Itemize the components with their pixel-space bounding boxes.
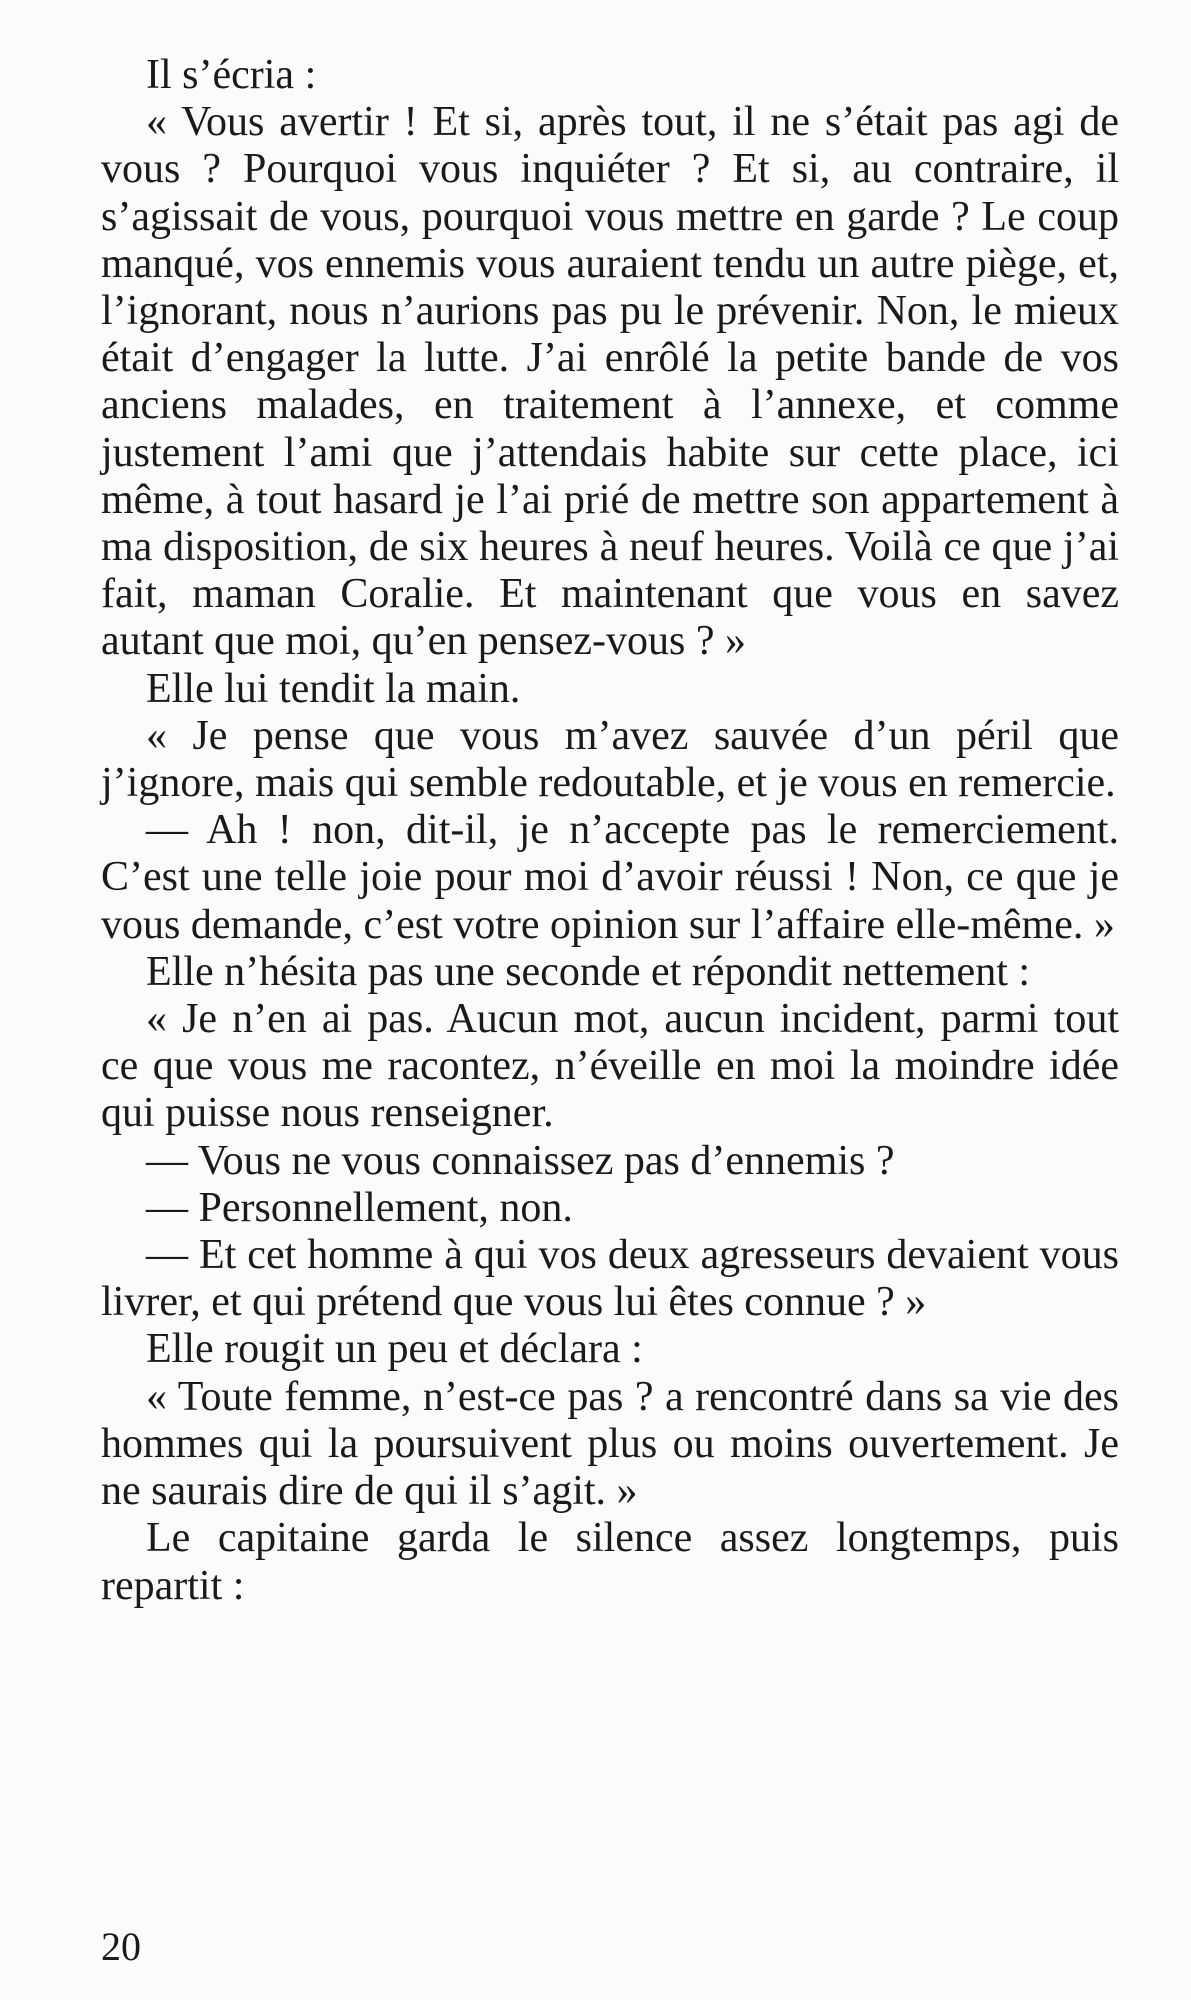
paragraph: Elle lui tendit la main.: [146, 665, 521, 712]
paragraph: « Je pense que vous m’avez sauvée d’un péril que j’ignore, mais qui semble redoutable, et je vous en remercie.: [101, 712, 1119, 807]
paragraph: — Ah ! non, dit-il, je n’accepte pas le remerciement. C’est une telle joie pour moi d’avoir réussi ! Non, ce que je vous demande, c’est votre opinion sur l’affaire elle-même. »: [101, 807, 1119, 948]
body-text: [101, 52, 1119, 1610]
paragraph: — Personnellement, non.: [146, 1184, 573, 1231]
paragraph: « Je n’en ai pas. Aucun mot, aucun incident, parmi tout ce que vous me racontez, n’éveille en moi la moindre idée qui puisse nous renseigner.: [101, 996, 1119, 1137]
paragraph: — Vous ne vous connaissez pas d’ennemis ?: [146, 1137, 895, 1184]
paragraph: Il s’écria :: [146, 52, 317, 98]
paragraph: Elle n’hésita pas une seconde et répondit nettement :: [146, 948, 1031, 995]
paragraph: « Toute femme, n’est-ce pas ? a rencontré dans sa vie des hommes qui la poursuivent plus ou moins ouvertement. Je ne saurais dire de qui il s’agit. »: [101, 1373, 1119, 1515]
page-number: 20: [101, 1924, 141, 1969]
paragraph: Elle rougit un peu et déclara :: [146, 1326, 643, 1373]
paragraph: Le capitaine garda le silence assez longtemps, puis repartit :: [101, 1515, 1119, 1609]
paragraph: « Vous avertir ! Et si, après tout, il ne s’était pas agi de vous ? Pourquoi vous inquiéter ? Et si, au contraire, il s’agissait de vous, pourquoi vous mettre en garde ? Le coup manqué, vos ennemis vous auraient tendu un autre piège, et, l’ignorant, nous n’aurions pas pu le prévenir. Non, le mieux était d’engager la lutte. J’ai enrôlé la petite bande de vos anciens malades, en traitement à l’annexe, et comme justement l’ami que j’attendais habite sur cette place, ici même, à tout hasard je l’ai prié de mettre son appartement à ma disposition, de six heures à neuf heures. Voilà ce que j’ai fait, maman Coralie. Et maintenant que vous en savez autant que moi, qu’en pensez-vous ? »: [101, 99, 1119, 665]
paragraph: — Et cet homme à qui vos deux agresseurs devaient vous livrer, et qui prétend que vous lui êtes connue ? »: [101, 1232, 1119, 1326]
